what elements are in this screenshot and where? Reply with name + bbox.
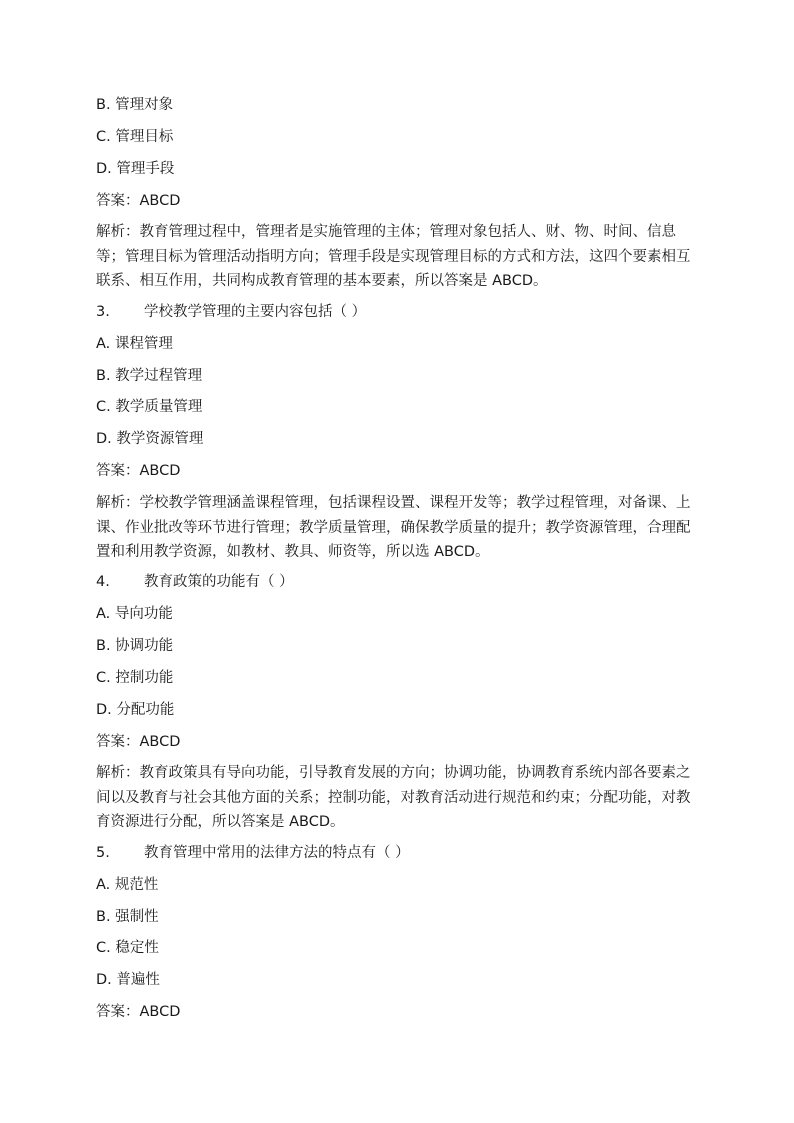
q2-explanation-line: 等；管理目标为管理活动指明方向；管理手段是实现管理目标的方式和方法，这四个要素相互 — [96, 248, 691, 265]
q5-number: 5. — [96, 845, 110, 861]
q3-explanation-line: 课、作业批改等环节进行管理；教学质量管理，确保教学质量的提升；教学资源管理，合理配 — [96, 519, 691, 536]
q3-stem — [96, 300, 366, 324]
q4-option-b: B. 协调功能 — [96, 638, 174, 654]
q3-number: 3. — [96, 304, 110, 320]
q2-option-c: C. 管理目标 — [96, 129, 174, 145]
q5-stem — [96, 841, 410, 865]
q3-explanation-line: 解析：学校教学管理涵盖课程管理，包括课程设置、课程开发等；教学过程管理，对备课、上 — [96, 495, 691, 511]
q3-option-a: A. 课程管理 — [96, 336, 173, 352]
q3-stem-text: 学校教学管理的主要内容包括（ ） — [144, 304, 367, 320]
q3-option-d: D. 教学资源管理 — [96, 431, 204, 447]
q5-option-d: D. 普遍性 — [96, 972, 160, 988]
q4-explanation — [96, 761, 706, 835]
q2-answer: 答案：ABCD — [96, 193, 181, 209]
q4-option-c: C. 控制功能 — [96, 670, 174, 686]
q4-number: 4. — [96, 574, 110, 590]
q5-option-b: B. 强制性 — [96, 909, 159, 925]
q2-option-b: B. 管理对象 — [96, 97, 174, 113]
q2-explanation — [96, 220, 706, 294]
q4-answer: 答案：ABCD — [96, 734, 181, 750]
q3-explanation — [96, 491, 706, 565]
q5-option-c: C. 稳定性 — [96, 940, 159, 956]
q2-explanation-line: 联系、相互作用，共同构成教育管理的基本要素，所以答案是 ABCD。 — [96, 273, 548, 289]
q4-stem — [96, 570, 294, 594]
q3-explanation-line: 置和利用教学资源，如教材、教具、师资等，所以选 ABCD。 — [96, 544, 490, 560]
q4-explanation-line: 育资源进行分配，所以答案是 ABCD。 — [96, 814, 345, 830]
q5-option-a: A. 规范性 — [96, 877, 159, 893]
q5-stem-text: 教育管理中常用的法律方法的特点有（ ） — [144, 845, 410, 861]
q4-option-a: A. 导向功能 — [96, 606, 173, 622]
q5-answer: 答案：ABCD — [96, 1004, 181, 1020]
q4-stem-text: 教育政策的功能有（ ） — [144, 574, 294, 590]
q3-option-b: B. 教学过程管理 — [96, 368, 203, 384]
q3-answer: 答案：ABCD — [96, 463, 181, 479]
q4-explanation-line: 间以及教育与社会其他方面的关系；控制功能，对教育活动进行规范和约束；分配功能，对教 — [96, 789, 691, 806]
q3-option-c: C. 教学质量管理 — [96, 399, 203, 415]
q4-explanation-line: 解析：教育政策具有导向功能，引导教育发展的方向；协调功能，协调教育系统内部各要素之 — [96, 765, 691, 781]
q4-option-d: D. 分配功能 — [96, 702, 175, 718]
q2-option-d: D. 管理手段 — [96, 161, 175, 177]
q2-explanation-line: 解析：教育管理过程中，管理者是实施管理的主体；管理对象包括人、财、物、时间、信息 — [96, 224, 676, 240]
